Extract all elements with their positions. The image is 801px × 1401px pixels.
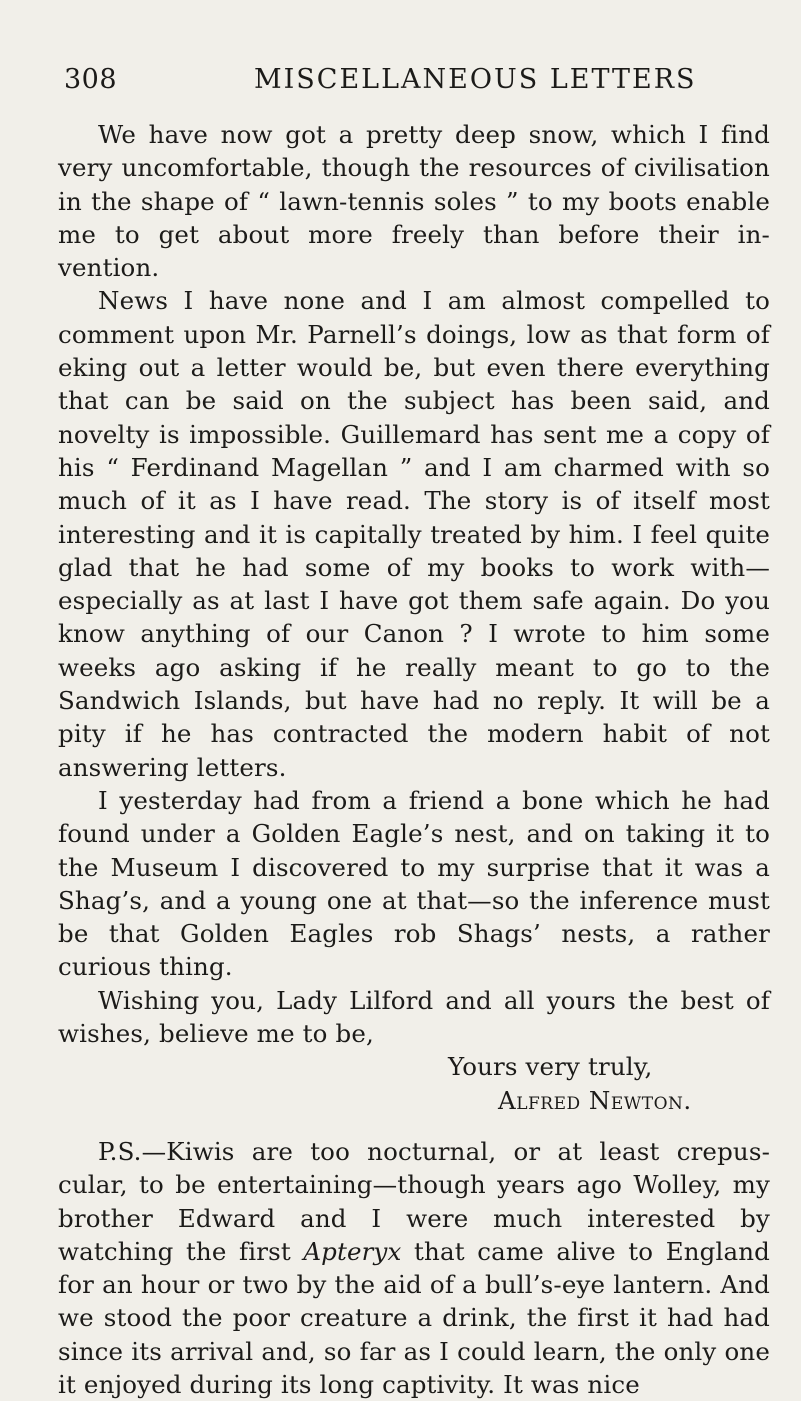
paragraph-eagle-bone: I yesterday had from a friend a bone which he had found under a Golden Eagle’s nest, and on taking it to the Museum I discovered to my surprise that it was a Shag’s, and a young one at that—so the inference must be that Golden Eagles rob Shags’ nests, a rather curious thing. <box>58 785 770 982</box>
postscript-text-end: that came alive to England for an hour or two by the aid of a bull’s-eye lantern. And we stood the poor creature a drink, the first it had had since its arrival and, so far as I could learn, the only one it enjoyed during its long captivity. It was nice <box>58 1236 770 1399</box>
postscript-text-start: P.S.—Kiwis are too nocturnal, or at least crepus- cular, to be entertaining—though years ago Wolley, my brother Edward and I were much interested by watching the first <box>58 1136 770 1266</box>
letter-closing <box>58 1050 770 1117</box>
page-number: 308 <box>64 64 118 95</box>
letter-body <box>58 118 770 1401</box>
signature: Alfred Newton. <box>498 1085 692 1115</box>
paragraph-wishes: Wishing you, Lady Lilford and all yours the best of wishes, believe me to be, <box>58 985 770 1049</box>
postscript-italic-term: Apteryx <box>303 1236 402 1266</box>
running-head: MISCELLANEOUS LETTERS <box>254 64 697 95</box>
paragraph-news: News I have none and I am almost compelled to comment upon Mr. Parnell’s doings, low as that form of eking out a letter would be, but even there everything that can be said on the subject has been said, and novelty is impossible. Guillemard has sent me a copy of his “ Ferdinand Magellan ” and I am charmed with so much of it as I have read. The story is of itself most interesting and it is capitally treated by him. I feel quite glad that he had some of my books to work with—especially as at last I have got them safe again. Do you know anything of our Canon ? I wrote to him some weeks ago asking if he really meant to go to the Sandwich Islands, but have had no reply. It will be a pity if he has contracted the modern habit of not answering letters. <box>58 286 770 782</box>
postscript <box>58 1135 770 1401</box>
page-header <box>64 64 736 104</box>
valediction: Yours very truly, <box>448 1052 653 1082</box>
paragraph-snow: We have now got a pretty deep snow, which I find very uncomfortable, though the resources of civilisation in the shape of “ lawn-tennis soles ” to my boots enable me to get about more freely than before their in- vention. <box>58 120 770 283</box>
